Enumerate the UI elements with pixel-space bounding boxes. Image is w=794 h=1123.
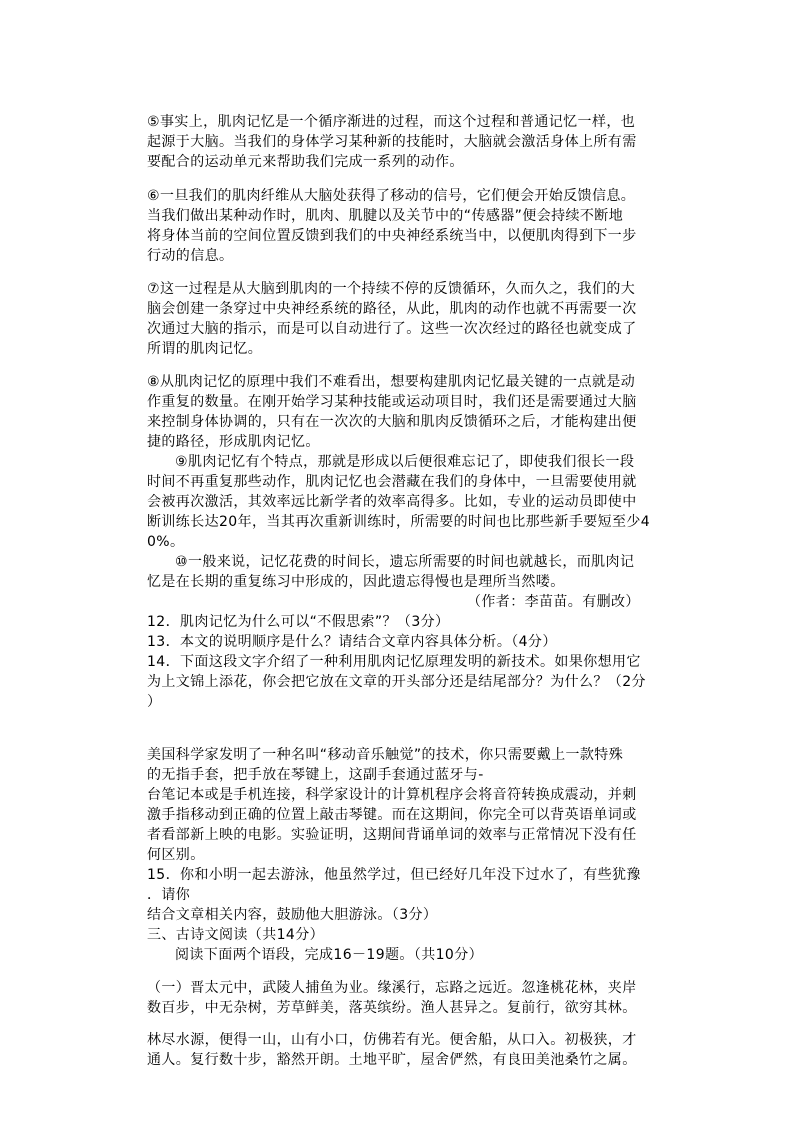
text-line: 次通过大脑的指示，而是可以自动进行了。这些一次次经过的路径也就变成了: [147, 321, 637, 337]
question-14: 14．下面这段文字介绍了一种利用肌肉记忆原理发明的新技术。如果你想用它: [147, 654, 641, 670]
text-line: ．请你: [147, 887, 191, 903]
text-line: 将身体当前的空间位置反馈到我们的中央神经系统当中，以便肌肉得到下一步: [147, 228, 637, 244]
text-line: 台笔记本或是手机连接，科学家设计的计算机程序会将音符转换成震动，并刺: [147, 787, 637, 803]
text-line: 数百步，中无杂树，芳草鲜美，落英缤纷。渔人甚异之。复前行，欲穷其林。: [147, 1000, 637, 1016]
text-line: 起源于大脑。当我们的身体学习某种新的技能时，大脑就会激活身体上所有需: [147, 134, 637, 150]
text-line: 行动的信息。: [147, 248, 234, 264]
text-line: 美国科学家发明了一种名叫“移动音乐触觉”的技术，你只需要戴上一款特殊: [147, 747, 624, 763]
text-line: 当我们做出某种动作时，肌肉、肌腱以及关节中的“传感器”便会持续不断地: [147, 208, 624, 224]
question-12: 12．肌肉记忆为什么可以“不假思索”？（3分）: [147, 614, 450, 630]
text-line: 断训练长达20年，当其再次重新训练时，所需要的时间也比那些新手要短至少4: [147, 514, 651, 530]
question-13: 13．本文的说明顺序是什么？请结合文章内容具体分析。（4分）: [147, 634, 557, 650]
text-line: ⑩一般来说，记忆花费的时间长，遗忘所需要的时间也就越长，而肌肉记: [175, 554, 635, 570]
text-line: （一）晋太元中，武陵人捕鱼为业。缘溪行，忘路之远近。忽逢桃花林，夹岸: [147, 980, 637, 996]
text-line: 时间不再重复那些动作，肌肉记忆也会潜藏在我们的身体中，一旦需要使用就: [147, 474, 637, 490]
text-line: 来控制身体协调的，只有在一次次的大脑和肌肉反馈循环之后，才能构建出便: [147, 414, 637, 430]
question-15: 15．你和小明一起去游泳，他虽然学过，但已经好几年没下过水了，有些犹豫: [147, 867, 641, 883]
text-line: 的无指手套，把手放在琴键上，这副手套通过蓝牙与-: [147, 767, 484, 783]
text-line: 忆是在长期的重复练习中形成的，因此遗忘得慢也是理所当然喽。: [147, 574, 565, 590]
text-line: 为上文锦上添花，你会把它放在文章的开头部分还是结尾部分？为什么？（2分: [147, 674, 646, 690]
text-line: 结合文章相关内容，鼓励他大胆游泳。（3分）: [147, 907, 438, 923]
text-line: 者看部新上映的电影。实验证明，这期间背诵单词的效率与正常情况下没有任: [147, 827, 637, 843]
text-line: 通人。复行数十步，豁然开朗。土地平旷，屋舍俨然，有良田美池桑竹之属。: [147, 1052, 637, 1068]
text-line: ⑧从肌肉记忆的原理中我们不难看出，想要构建肌肉记忆最关键的一点就是动: [147, 374, 636, 390]
text-line: ⑥一旦我们的肌肉纤维从大脑处获得了移动的信号，它们便会开始反馈信息。: [147, 188, 636, 204]
text-line: 作重复的数量。在刚开始学习某种技能或运动项目时，我们还是需要通过大脑: [147, 394, 637, 410]
text-line: 会被再次激活，其效率远比新学者的效率高得多。比如，专业的运动员即使中: [147, 494, 637, 510]
text-line: ⑤事实上，肌肉记忆是一个循序渐进的过程，而这个过程和普通记忆一样，也: [147, 114, 636, 130]
section-heading: 三、古诗文阅读（共14分）: [147, 927, 325, 943]
text-line: 要配合的运动单元来帮助我们完成一系列的动作。: [147, 154, 464, 170]
text-line: 捷的路径，形成肌肉记忆。: [147, 434, 320, 450]
text-line: ⑨肌肉记忆有个特点，那就是形成以后便很难忘记了，即使我们很长一段: [175, 454, 635, 470]
section-instruction: 阅读下面两个语段，完成16－19题。（共10分）: [175, 947, 484, 963]
text-line: 0%。: [147, 534, 185, 550]
text-line: 林尽水源，便得一山，山有小口，仿佛若有光。便舍船，从口入。初极狭，才: [147, 1032, 637, 1048]
text-line: 何区别。: [147, 847, 205, 863]
text-line: 脑会创建一条穿过中央神经系统的路径，从此，肌肉的动作也就不再需要一次: [147, 301, 637, 317]
author-note: （作者：李苗苗。有删改）: [467, 594, 640, 610]
text-line: ⑦这一过程是从大脑到肌肉的一个持续不停的反馈循环，久而久之，我们的大: [147, 281, 636, 297]
text-line: 所谓的肌肉记忆。: [147, 341, 263, 357]
text-line: 激手指移动到正确的位置上敲击琴键。而在这期间，你完全可以背英语单词或: [147, 807, 637, 823]
text-line: ）: [147, 694, 162, 710]
